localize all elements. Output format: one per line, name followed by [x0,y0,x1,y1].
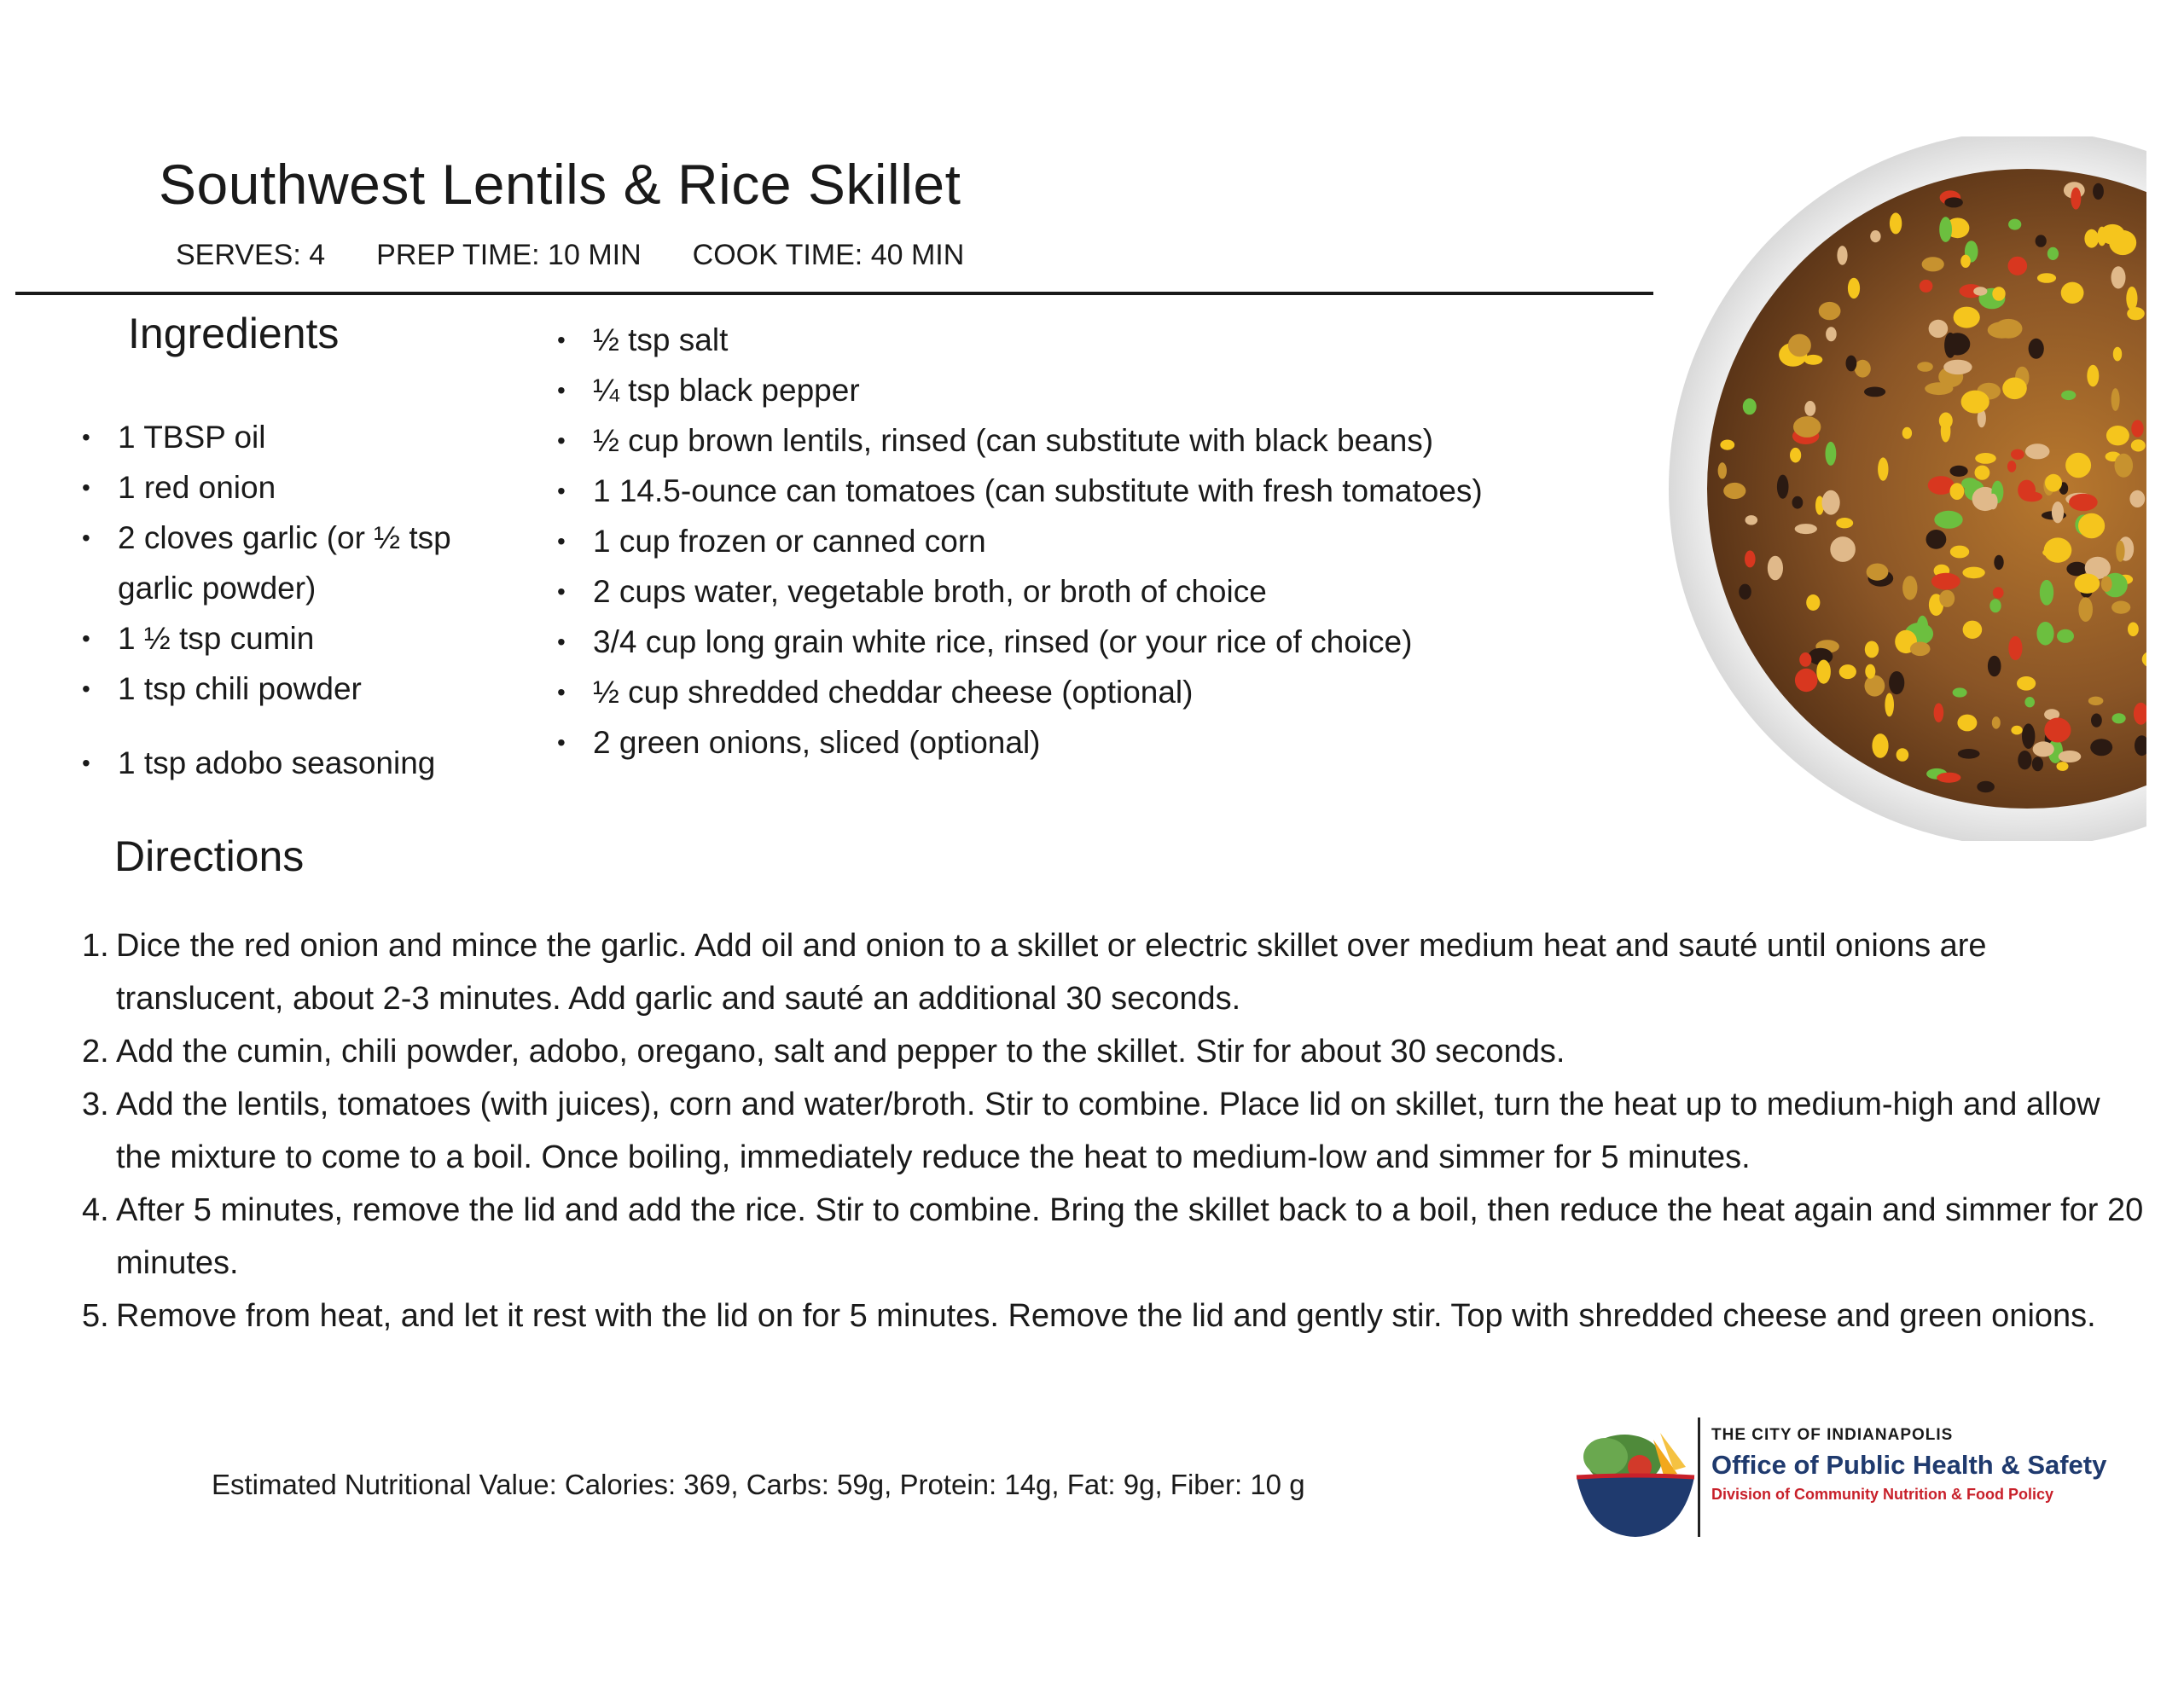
food-speckle [2029,339,2044,359]
food-speckle [2091,714,2102,728]
ingredient-item: • 3/4 cup long grain white rice, rinsed (or your rice of choice) [557,617,1658,667]
food-speckle [2037,273,2056,283]
food-speckle [2078,597,2093,622]
ingredients-list-left [82,412,526,788]
food-speckle [1939,590,1955,607]
food-speckle [1920,280,1933,293]
food-speckle [1934,511,1962,529]
food-speckle [1989,599,2001,612]
ingredient-item: • ½ tsp salt [557,315,1658,365]
food-speckle [1975,466,1990,480]
food-speckle [1846,356,1857,372]
food-speckle [2002,378,2027,400]
food-speckle [1792,496,1804,509]
food-speckle [1939,217,1952,242]
food-speckle [2065,453,2091,478]
food-speckle [1917,362,1933,372]
food-speckle [1988,322,2017,339]
food-speckle [1910,642,1931,657]
food-speckle [1977,781,1995,793]
food-speckle [1793,416,1821,438]
food-speckle [2084,229,2099,248]
food-speckle [1961,391,1989,414]
food-speckle [1885,693,1894,717]
food-speckle [1962,567,1984,579]
food-speckle [2097,227,2106,246]
food-speckle [1865,641,1879,658]
logo-office: Office of Public Health & Safety [1711,1450,2107,1480]
ingredient-item: • 2 cups water, vegetable broth, or broth of choice [557,566,1658,617]
food-speckle [1826,442,1837,466]
food-speckle [2057,762,2069,771]
food-speckle [2011,726,2022,735]
food-speckle [1902,576,1917,600]
food-speckle [2116,541,2124,562]
logo-text [1711,1426,2106,1504]
food-speckle [2036,622,2053,646]
food-speckle [1973,287,1987,295]
food-speckle [2008,219,2021,230]
food-speckle [2126,287,2137,310]
food-speckle [2024,697,2035,707]
food-speckle [1889,671,1904,694]
ingredient-item: • 1 14.5-ounce can tomatoes (can substitute with fresh tomatoes) [557,466,1658,516]
step-number: 4. [82,1192,109,1228]
food-speckle [1926,530,1947,549]
food-speckle [2069,494,2098,511]
food-speckle [1941,420,1951,442]
food-speckle [2111,266,2126,288]
food-speckle [1816,660,1831,684]
nutrition-info: Estimated Nutritional Value: Calories: 369, Carbs: 59g, Protein: 14g, Fat: 9g, Fiber: 10 g [212,1469,1305,1500]
food-speckle [1819,302,1841,320]
food-speckle [2011,449,2024,460]
food-speckle [1790,448,1801,463]
food-speckle [2093,183,2104,200]
food-speckle [1768,556,1783,581]
food-speckle [2033,741,2054,757]
food-speckle [2128,623,2139,637]
ingredient-item: • ½ cup brown lentils, rinsed (can substitute with black beans) [557,415,1658,466]
step-text: Add the cumin, chili powder, adobo, oregano, salt and pepper to the skillet. Stir for about 30 seconds. [116,1034,1565,1070]
food-speckle [1836,518,1853,528]
food-speckle [1795,524,1817,534]
directions-heading: Directions [114,832,305,880]
step-number: 2. [82,1034,109,1070]
food-speckle [1934,703,1944,722]
ingredient-item: • 1 ½ tsp cumin [82,613,526,664]
food-speckle [1994,555,2003,570]
food-speckle [1957,715,1977,732]
food-speckle [2061,391,2076,400]
food-speckle [1739,584,1751,600]
food-speckle [1788,334,1811,357]
food-speckle [2018,751,2031,769]
food-speckle [1799,652,1811,667]
food-speckle [2042,548,2069,559]
food-speckle [2008,636,2022,660]
food-speckle [1720,440,1734,450]
ingredient-item: • 1 red onion [82,462,526,513]
food-speckle [1839,664,1856,679]
ingredients-list-right [557,315,1658,768]
step-text: Remove from heat, and let it rest with the lid on for 5 minutes. Remove the lid and gently stir. Top with shredded cheese and green onions. [116,1298,2096,1334]
food-speckle [2022,723,2035,749]
food-speckle [1777,475,1789,499]
food-speckle [1958,749,1980,759]
food-speckle [1954,307,1980,328]
food-speckle [1865,675,1885,697]
food-speckle [2131,439,2146,451]
ingredient-item: • 1 tsp adobo seasoning [82,738,526,788]
food-speckle [1945,333,1970,355]
food-speckle [1870,230,1880,242]
food-speckle [2048,247,2059,260]
food-speckle [1795,669,1818,692]
dish-photo [1652,136,2146,841]
food-speckle [2075,574,2100,594]
serves: SERVES: 4 [176,239,326,271]
food-speckle [2025,443,2050,459]
food-speckle [1890,212,1902,234]
food-speckle [2113,347,2122,362]
food-speckle [2008,257,2028,275]
food-speckle [1865,664,1875,679]
food-speckle [1745,515,1758,525]
food-speckle [1902,427,1912,439]
food-speckle [1830,536,1856,562]
step-number: 3. [82,1087,109,1122]
ingredients-heading: Ingredients [128,310,340,357]
food-speckle [1864,387,1885,397]
food-speckle [1878,457,1888,480]
ingredient-item: • ½ cup shredded cheddar cheese (optional) [557,667,1658,717]
direction-step [82,1078,2146,1184]
food-speckle [1922,257,1944,271]
food-speckle [2018,480,2036,501]
food-speckle [1960,255,1971,268]
food-speckle [1953,687,1967,697]
food-speckle [1943,360,1972,374]
food-speckle [1745,550,1756,567]
food-speckle [2131,420,2143,437]
step-text: After 5 minutes, remove the lid and add the rice. Stir to combine. Bring the skillet back to a boil, then reduce the heat again and simmer for 20 minutes. [116,1192,2144,1281]
step-text: Dice the red onion and mince the garlic. Add oil and onion to a skillet or electric skillet over medium heat and sauté until onions are translucent, about 2-3 minutes. Add garlic and sauté an additional 30 seconds. [116,928,1987,1017]
direction-step [82,1290,2146,1342]
food-speckle [1931,573,1960,590]
food-speckle [2106,426,2129,445]
ingredient-item: • 2 green onions, sliced (optional) [557,717,1658,768]
logo-divider [1698,1417,1700,1537]
food-speckle [2088,697,2104,705]
direction-step [82,919,2146,1025]
food-speckle [2101,577,2112,592]
food-speckle [1993,587,2004,599]
food-speckle [2045,474,2062,492]
food-speckle [1925,382,1953,395]
food-speckle [1937,773,1960,783]
food-speckle [1950,546,1969,559]
food-speckle [2036,235,2047,246]
direction-step [82,1184,2146,1290]
food-speckle [1950,466,1968,477]
logo-division: Division of Community Nutrition & Food Policy [1711,1486,2053,1503]
food-speckle [1929,320,1949,338]
food-speckle [1743,398,1757,415]
food-speckle [2052,501,2064,523]
logo-city: THE CITY OF INDIANAPOLIS [1711,1426,1954,1444]
food-speckle [2057,629,2074,643]
ingredient-item: • 2 cloves garlic (or ½ tsp garlic powder) [82,513,526,613]
food-speckle [1804,401,1815,416]
rice-bowl-image [1652,136,2146,841]
food-speckle [1989,494,1998,510]
food-speckle [2071,188,2081,210]
food-speckle [2111,388,2120,411]
food-speckle [1963,621,1983,639]
cook-time: COOK TIME: 40 MIN [692,239,965,271]
food-speckle [2032,757,2043,771]
food-speckle [1837,246,1847,265]
food-speckle [2090,739,2112,756]
step-number: 1. [82,928,109,964]
food-speckle [1988,656,2001,677]
ingredient-item: • ¼ tsp black pepper [557,365,1658,415]
food-speckle [1718,462,1727,478]
food-speckle [2007,461,2016,472]
food-speckle [1822,490,1840,515]
step-text: Add the lentils, tomatoes (with juices), corn and water/broth. Stir to combine. Place lid on skillet, turn the heat up to medium-high and allow the mixture to come to a boil. Once boiling, immediately reduce the heat to medium-low and simmer for 5 minutes. [116,1087,2100,1175]
food-speckle [1806,594,1820,611]
ingredient-item: • 1 cup frozen or canned corn [557,516,1658,566]
food-speckle [1848,278,1860,299]
food-speckle [1826,327,1837,341]
food-speckle [1975,453,1996,464]
food-speckle [1872,733,1888,758]
food-speckle [2078,513,2105,538]
step-number: 5. [82,1298,109,1334]
food-speckle [2087,365,2099,387]
ingredient-item: • 1 tsp chili powder [82,664,526,714]
directions-list [82,919,2146,1342]
food-speckle [2017,676,2036,691]
food-speckle [1896,748,1909,762]
ingredient-item: • 1 TBSP oil [82,412,526,462]
food-speckle [1992,716,2001,729]
prep-time: PREP TIME: 10 MIN [376,239,642,271]
food-speckle [2112,713,2126,723]
food-speckle [1855,360,1871,378]
food-speckle [2109,230,2136,255]
food-speckle [2044,718,2071,743]
food-speckle [2129,490,2145,507]
recipe-meta [176,239,1015,272]
food-speckle [1867,564,1889,581]
food-speckle [2059,751,2082,762]
header-divider [15,292,1653,295]
food-speckle [1944,197,1963,207]
food-speckle [2111,601,2130,614]
direction-step [82,1025,2146,1078]
food-speckle [2061,282,2084,304]
food-speckle [1992,287,2005,301]
food-speckle [1723,483,1745,499]
food-speckle [2115,454,2134,478]
recipe-title: Southwest Lentils & Rice Skillet [159,153,961,216]
food-speckle [2040,580,2053,606]
